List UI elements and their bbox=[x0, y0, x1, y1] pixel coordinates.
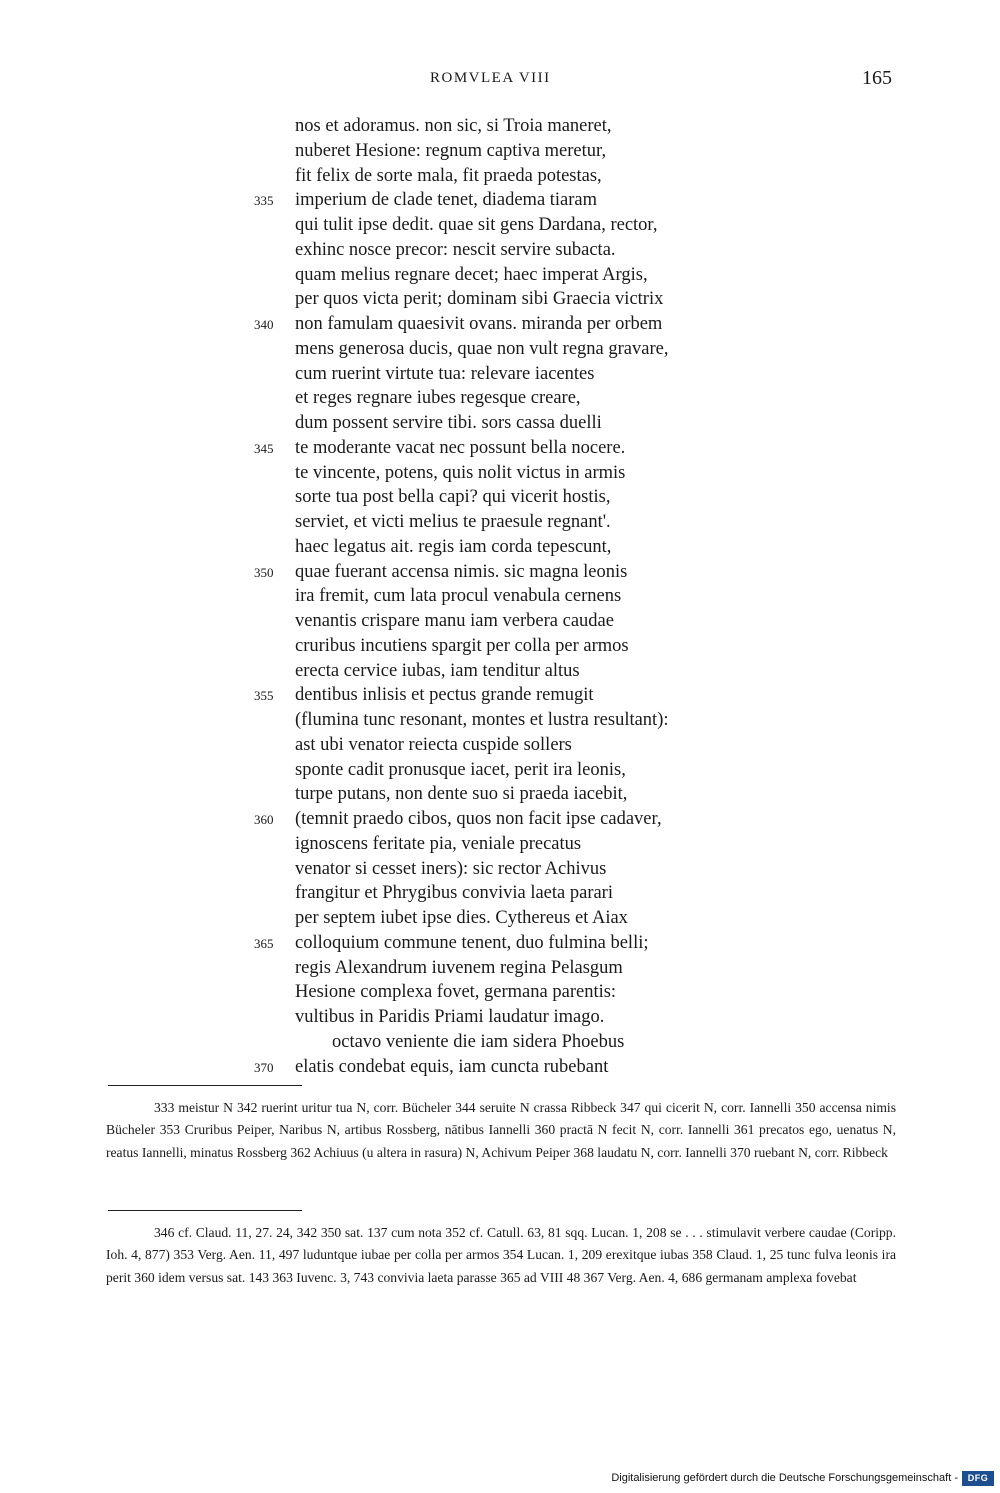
verse-line bbox=[0, 980, 1000, 1005]
verse-line bbox=[0, 1005, 1000, 1030]
apparatus-sources bbox=[106, 1222, 896, 1289]
verse-line bbox=[0, 436, 1000, 461]
verse-text: octavo veniente die iam sidera Phoebus bbox=[332, 1031, 625, 1052]
line-number: 370 bbox=[254, 1059, 274, 1075]
verse-line bbox=[0, 906, 1000, 931]
verse-line bbox=[0, 807, 1000, 832]
verse-text: elatis condebat equis, iam cuncta rubebant bbox=[295, 1056, 609, 1077]
verse-line bbox=[0, 857, 1000, 882]
apparatus-critical bbox=[106, 1097, 896, 1164]
verse-text: erecta cervice iubas, iam tenditur altus bbox=[295, 660, 580, 681]
verse-text: turpe putans, non dente suo si praeda iacebit, bbox=[295, 784, 628, 805]
verse-text: (temnit praedo cibos, quos non facit ipse cadaver, bbox=[295, 809, 662, 829]
line-number: 335 bbox=[254, 193, 274, 209]
verse-line bbox=[0, 758, 1000, 783]
verse-line bbox=[0, 114, 1000, 139]
verse-text: regis Alexandrum iuvenem regina Pelasgum bbox=[295, 957, 623, 978]
verse-line bbox=[0, 485, 1000, 510]
verse-line bbox=[0, 263, 1000, 288]
line-number: 365 bbox=[254, 935, 274, 951]
page-number: 165 bbox=[862, 67, 892, 89]
sources-rule bbox=[108, 1210, 302, 1211]
verse-text: nuberet Hesione: regnum captiva meretur, bbox=[295, 140, 607, 161]
verse-line bbox=[0, 609, 1000, 634]
line-number: 355 bbox=[254, 688, 274, 704]
verse-line bbox=[0, 659, 1000, 684]
verse-text: vultibus in Paridis Priami laudatur imago. bbox=[295, 1007, 605, 1027]
credit-text: Digitalisierung gefördert durch die Deutsche Forschungsgemeinschaft - bbox=[611, 1472, 958, 1484]
verse-text: fit felix de sorte mala, fit praeda potestas, bbox=[295, 165, 602, 186]
verse-line bbox=[0, 386, 1000, 411]
verse-line bbox=[0, 956, 1000, 981]
verse-text: venantis crispare manu iam verbera caudae bbox=[295, 611, 614, 631]
verse-line bbox=[0, 461, 1000, 486]
verse-text: cum ruerint virtute tua: relevare iacentes bbox=[295, 363, 595, 384]
verse-text: per quos victa perit; dominam sibi Graecia victrix bbox=[295, 289, 664, 310]
verse-text: nos et adoramus. non sic, si Troia maneret, bbox=[295, 116, 612, 136]
verse-text: ignoscens feritate pia, veniale precatus bbox=[295, 833, 582, 854]
line-number: 340 bbox=[254, 317, 274, 332]
verse-line bbox=[0, 782, 1000, 807]
dfg-logo: DFG bbox=[962, 1471, 994, 1486]
verse-line bbox=[0, 411, 1000, 436]
verse-line bbox=[0, 535, 1000, 560]
running-head bbox=[0, 67, 1000, 94]
verse-line bbox=[0, 683, 1000, 708]
verse-line bbox=[0, 188, 1000, 213]
verse-text: mens generosa ducis, quae non vult regna gravare, bbox=[295, 338, 669, 359]
running-title: ROMVLEA VIII bbox=[430, 70, 551, 86]
verse-line bbox=[0, 881, 1000, 906]
verse-text: qui tulit ipse dedit. quae sit gens Dardana, rector, bbox=[295, 215, 658, 235]
verse-text: et reges regnare iubes regesque creare, bbox=[295, 388, 581, 409]
verse-text: sorte tua post bella capi? qui vicerit hostis, bbox=[295, 487, 611, 508]
verse-text: quam melius regnare decet; haec imperat Argis, bbox=[295, 264, 648, 285]
verse-text: Hesione complexa fovet, germana parentis: bbox=[295, 982, 617, 1003]
verse-line bbox=[0, 287, 1000, 312]
verse-text: ast ubi venator reiecta cuspide sollers bbox=[295, 734, 572, 755]
verse-text: cruribus incutiens spargit per colla per armos bbox=[295, 635, 629, 656]
line-number: 360 bbox=[254, 812, 274, 827]
verse-text: colloquium commune tenent, duo fulmina belli; bbox=[295, 932, 649, 953]
verse-line bbox=[0, 164, 1000, 189]
verse-line bbox=[0, 213, 1000, 238]
verse-text: per septem iubet ipse dies. Cythereus et Aiax bbox=[295, 908, 628, 928]
verse-text: imperium de clade tenet, diadema tiaram bbox=[295, 190, 598, 211]
verse-text: venator si cesset iners): sic rector Achivus bbox=[295, 858, 607, 879]
verse-line bbox=[0, 634, 1000, 659]
verse-line bbox=[0, 362, 1000, 387]
verse-line bbox=[0, 560, 1000, 585]
verse-text: dum possent servire tibi. sors cassa duelli bbox=[295, 413, 602, 433]
verse-line bbox=[0, 337, 1000, 362]
verse-text: sponte cadit pronusque iacet, perit ira leonis, bbox=[295, 759, 626, 780]
verse-line bbox=[0, 1055, 1000, 1080]
verse-line bbox=[0, 733, 1000, 758]
verse-text: dentibus inlisis et pectus grande remugit bbox=[295, 685, 594, 706]
line-number: 350 bbox=[254, 564, 274, 580]
digitization-credit bbox=[0, 1470, 1000, 1490]
poem-text bbox=[0, 114, 1000, 1079]
verse-line bbox=[0, 312, 1000, 337]
verse-line bbox=[0, 510, 1000, 535]
verse-line bbox=[0, 139, 1000, 164]
apparatus-sources-text: 346 cf. Claud. 11, 27. 24, 342 350 sat. 137 cum nota 352 cf. Catull. 63, 81 sqq. Lucan. 1, 208 se . . . stimulavit verbere caudae (Coripp. Ioh. 4, 877) 353 Verg. Aen. 11, 497 luduntque iubae per colla per armos 354 Lucan. 1, 209 erexitque iubas 358 Claud. 1, 25 tunc fulva leonis ira perit 360 idem versus sat. 143 363 Iuvenc. 3, 743 convivia laeta parasse 365 ad VIII 48 367 Verg. Aen. 4, 686 germanam amplexa fovebat bbox=[106, 1225, 896, 1285]
verse-text: exhinc nosce precor: nescit servire subacta. bbox=[295, 239, 616, 260]
verse-text: te vincente, potens, quis nolit victus in armis bbox=[295, 462, 626, 483]
verse-line bbox=[0, 238, 1000, 263]
verse-text: ira fremit, cum lata procul venabula cernens bbox=[295, 586, 622, 607]
line-number: 345 bbox=[254, 440, 274, 456]
verse-text: serviet, et victi melius te praesule regnant'. bbox=[295, 512, 611, 532]
verse-line bbox=[0, 584, 1000, 609]
verse-text: haec legatus ait. regis iam corda tepescunt, bbox=[295, 536, 612, 557]
verse-line bbox=[0, 931, 1000, 956]
verse-line bbox=[0, 832, 1000, 857]
verse-text: frangitur et Phrygibus convivia laeta parari bbox=[295, 883, 613, 904]
verse-text: quae fuerant accensa nimis. sic magna leonis bbox=[295, 561, 628, 582]
verse-text: non famulam quaesivit ovans. miranda per orbem bbox=[295, 314, 663, 334]
apparatus-rule bbox=[108, 1085, 302, 1086]
verse-text: (flumina tunc resonant, montes et lustra resultant): bbox=[295, 710, 669, 730]
apparatus-critical-text: 333 meistur N 342 ruerint uritur tua N, corr. Bücheler 344 seruite N crassa Ribbeck 347 qui cicerit N, corr. Iannelli 350 accensa nimis Bücheler 353 Cruribus Peiper, Naribus N, artibus Rossberg, nātibus Iannelli 360 practā N fecit N, corr. Iannelli 361 precatos ego, uenatus N, reatus Iannelli, minatus Rossberg 362 Achiuus (u altera in rasura) N, Achivum Peiper 368 laudatu N, corr. Iannelli 370 ruebant N, corr. Ribbeck bbox=[106, 1100, 896, 1160]
verse-line bbox=[0, 708, 1000, 733]
verse-line bbox=[0, 1030, 1000, 1055]
verse-text: te moderante vacat nec possunt bella nocere. bbox=[295, 437, 626, 458]
